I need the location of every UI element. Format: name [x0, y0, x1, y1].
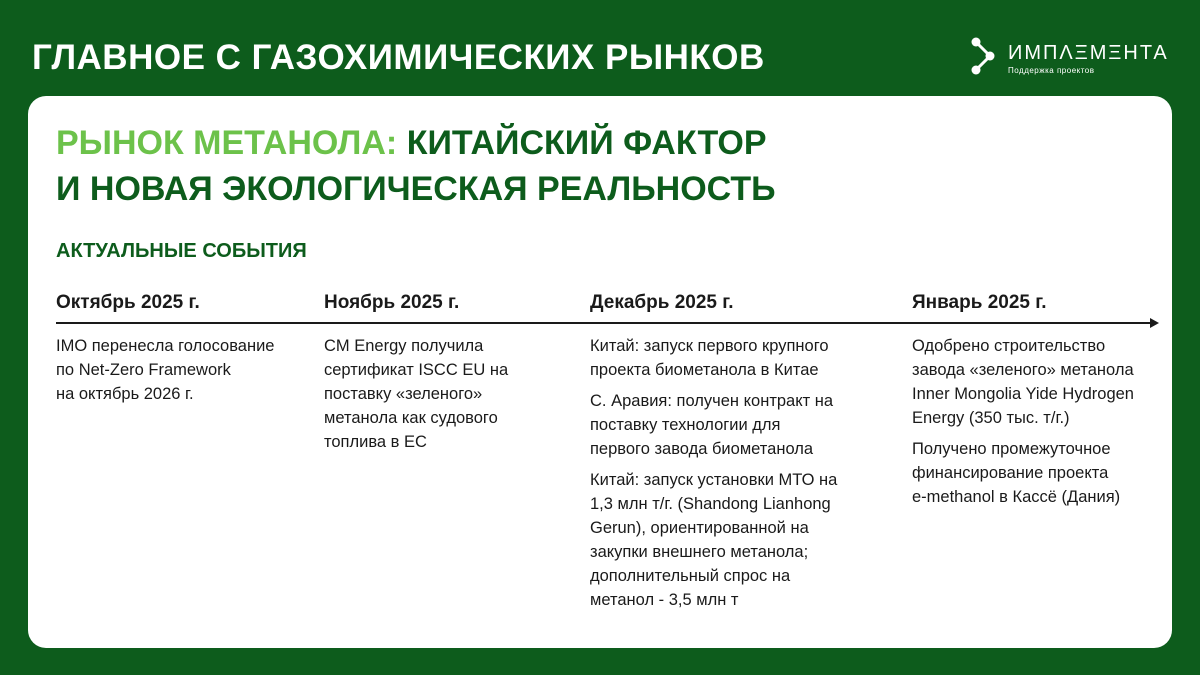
logo-name: ИМПΛΞМΞНТА [1008, 42, 1169, 64]
timeline-column-november [324, 292, 584, 461]
title-accent: РЫНОК МЕТАНОЛА: [56, 124, 398, 162]
timeline-event: С. Аравия: получен контракт на поставку технологии для первого завода биометанола [590, 392, 834, 458]
timeline-event: IMO перенесла голосование по Net-Zero Framework на октябрь 2026 г. [56, 337, 275, 403]
timeline-column-october [56, 292, 316, 413]
timeline-event: Одобрено строительство завода «зеленого» метанола Inner Mongolia Yide Hydrogen Energy (350 тыс. т/г.) [912, 337, 1134, 427]
title-rest: КИТАЙСКИЙ ФАКТОР [406, 124, 767, 162]
timeline-month: Декабрь 2025 г. [590, 292, 734, 313]
timeline-month: Ноябрь 2025 г. [324, 292, 460, 313]
timeline-event: Китай: запуск установки МТО на 1,3 млн т/г. (Shandong Lianhong Gerun), ориентированной на закупки внешнего метанола; дополнительный спрос на метанол - 3,5 млн т [590, 471, 838, 609]
timeline-event: Китай: запуск первого крупного проекта биометанола в Китае [590, 337, 829, 379]
timeline-event: Получено промежуточное финансирование проекта e-methanol в Кассё (Дания) [912, 440, 1121, 506]
timeline-month: Январь 2025 г. [912, 292, 1047, 313]
timeline-column-january [912, 292, 1168, 516]
company-logo [968, 36, 1168, 80]
section-subtitle: АКТУАЛЬНЫЕ СОБЫТИЯ [56, 240, 307, 262]
implementa-logo-icon [968, 36, 998, 76]
timeline-event: CM Energy получила сертификат ISCC EU на поставку «зеленого» метанола как судового топлива в ЕС [324, 337, 509, 451]
logo-tagline: Поддержка проектов [1008, 66, 1095, 75]
title-line2: И НОВАЯ ЭКОЛОГИЧЕСКАЯ РЕАЛЬНОСТЬ [56, 170, 776, 208]
content-card [28, 96, 1172, 648]
card-title [56, 120, 776, 212]
page-header-title: ГЛАВНОЕ С ГАЗОХИМИЧЕСКИХ РЫНКОВ [32, 38, 765, 77]
timeline-column-december [590, 292, 890, 619]
timeline-month: Октябрь 2025 г. [56, 292, 200, 313]
